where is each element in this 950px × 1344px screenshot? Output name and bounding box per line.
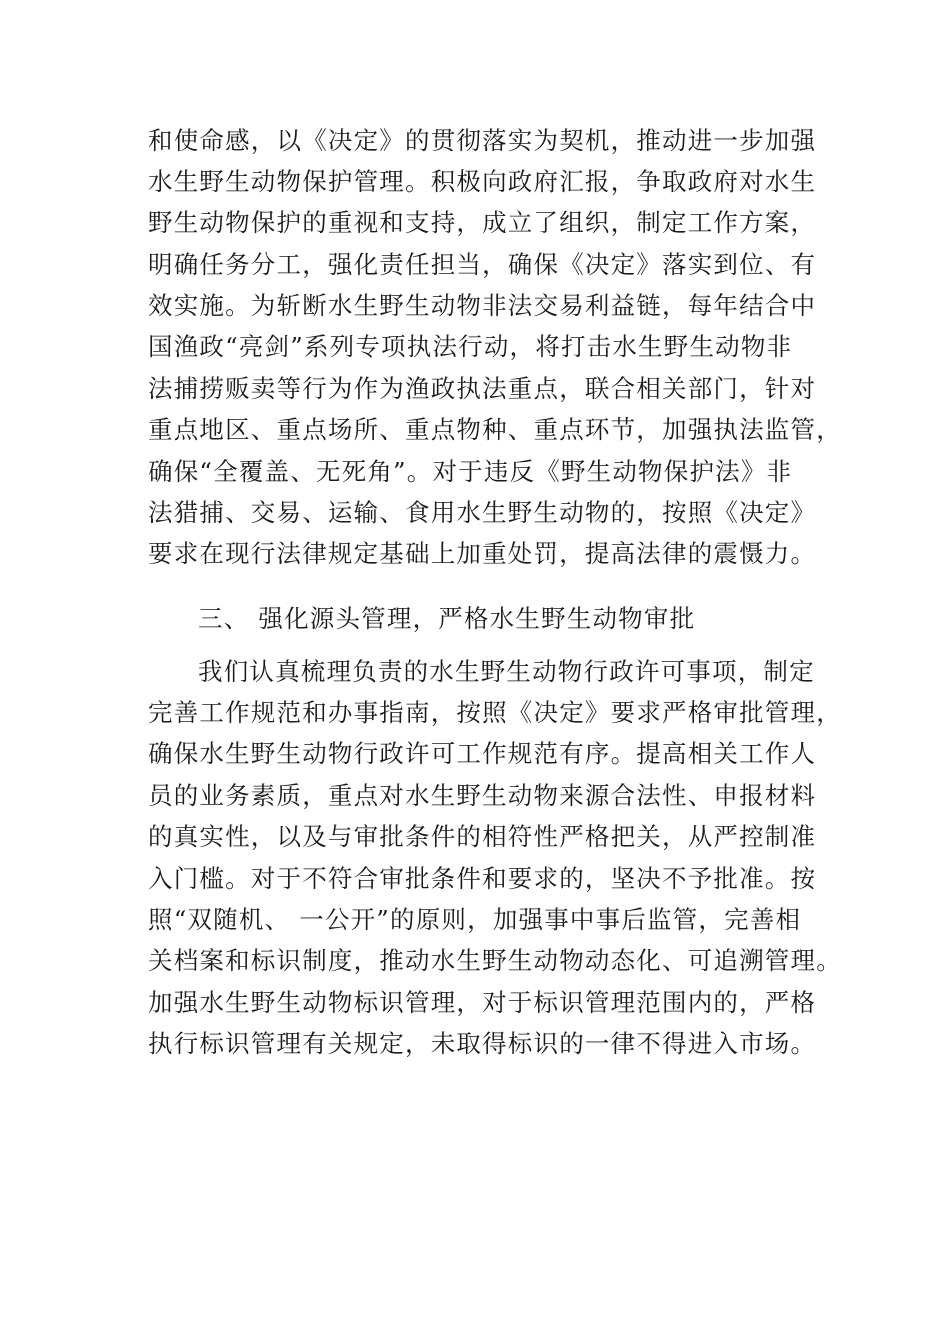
paragraph-line: 重点地区、重点场所、重点物种、重点环节，加强执法监管， — [148, 415, 842, 444]
paragraph-line: 照“双随机、 一公开”的原则，加强事中事后监管，完善相 — [148, 905, 802, 934]
paragraph-line: 法捕捞贩卖等行为作为渔政执法重点，联合相关部门，针对 — [148, 374, 817, 403]
paragraph-line: 水生野生动物保护管理。积极向政府汇报，争取政府对水生 — [148, 167, 817, 196]
paragraph-line: 明确任务分工，强化责任担当，确保《决定》落实到位、有 — [148, 250, 817, 279]
section-heading: 三、 强化源头管理，严格水生野生动物审批 — [198, 604, 696, 633]
paragraph-line: 加强水生野生动物标识管理，对于标识管理范围内的，严格 — [148, 988, 817, 1017]
paragraph-line: 我们认真梳理负责的水生野生动物行政许可事项，制定 — [198, 657, 815, 686]
paragraph-line: 野生动物保护的重视和支持，成立了组织，制定工作方案， — [148, 208, 817, 237]
paragraph-line: 确保水生野生动物行政许可工作规范有序。提高相关工作人 — [148, 739, 817, 768]
paragraph-line: 完善工作规范和办事指南，按照《决定》要求严格审批管理， — [148, 698, 842, 727]
paragraph-line: 确保“全覆盖、无死角”。对于违反《野生动物保护法》非 — [148, 457, 793, 486]
paragraph-line: 和使命感，以《决定》的贯彻落实为契机，推动进一步加强 — [148, 126, 817, 155]
paragraph-line: 的真实性，以及与审批条件的相符性严格把关，从严控制准 — [148, 822, 817, 851]
paragraph-line: 法猎捕、交易、运输、食用水生野生动物的，按照《决定》 — [148, 498, 817, 527]
paragraph-line: 国渔政“亮剑”系列专项执法行动，将打击水生野生动物非 — [148, 332, 793, 361]
paragraph-line: 执行标识管理有关规定，未取得标识的一律不得进入市场。 — [148, 1029, 817, 1058]
paragraph-line: 入门槛。对于不符合审批条件和要求的，坚决不予批准。按 — [148, 864, 817, 893]
paragraph-line: 关档案和标识制度，推动水生野生动物动态化、可追溯管理。 — [148, 946, 842, 975]
paragraph-line: 员的业务素质，重点对水生野生动物来源合法性、申报材料 — [148, 781, 817, 810]
paragraph-line: 效实施。为斩断水生野生动物非法交易利益链，每年结合中 — [148, 291, 817, 320]
paragraph-line: 要求在现行法律规定基础上加重处罚，提高法律的震慑力。 — [148, 539, 817, 568]
